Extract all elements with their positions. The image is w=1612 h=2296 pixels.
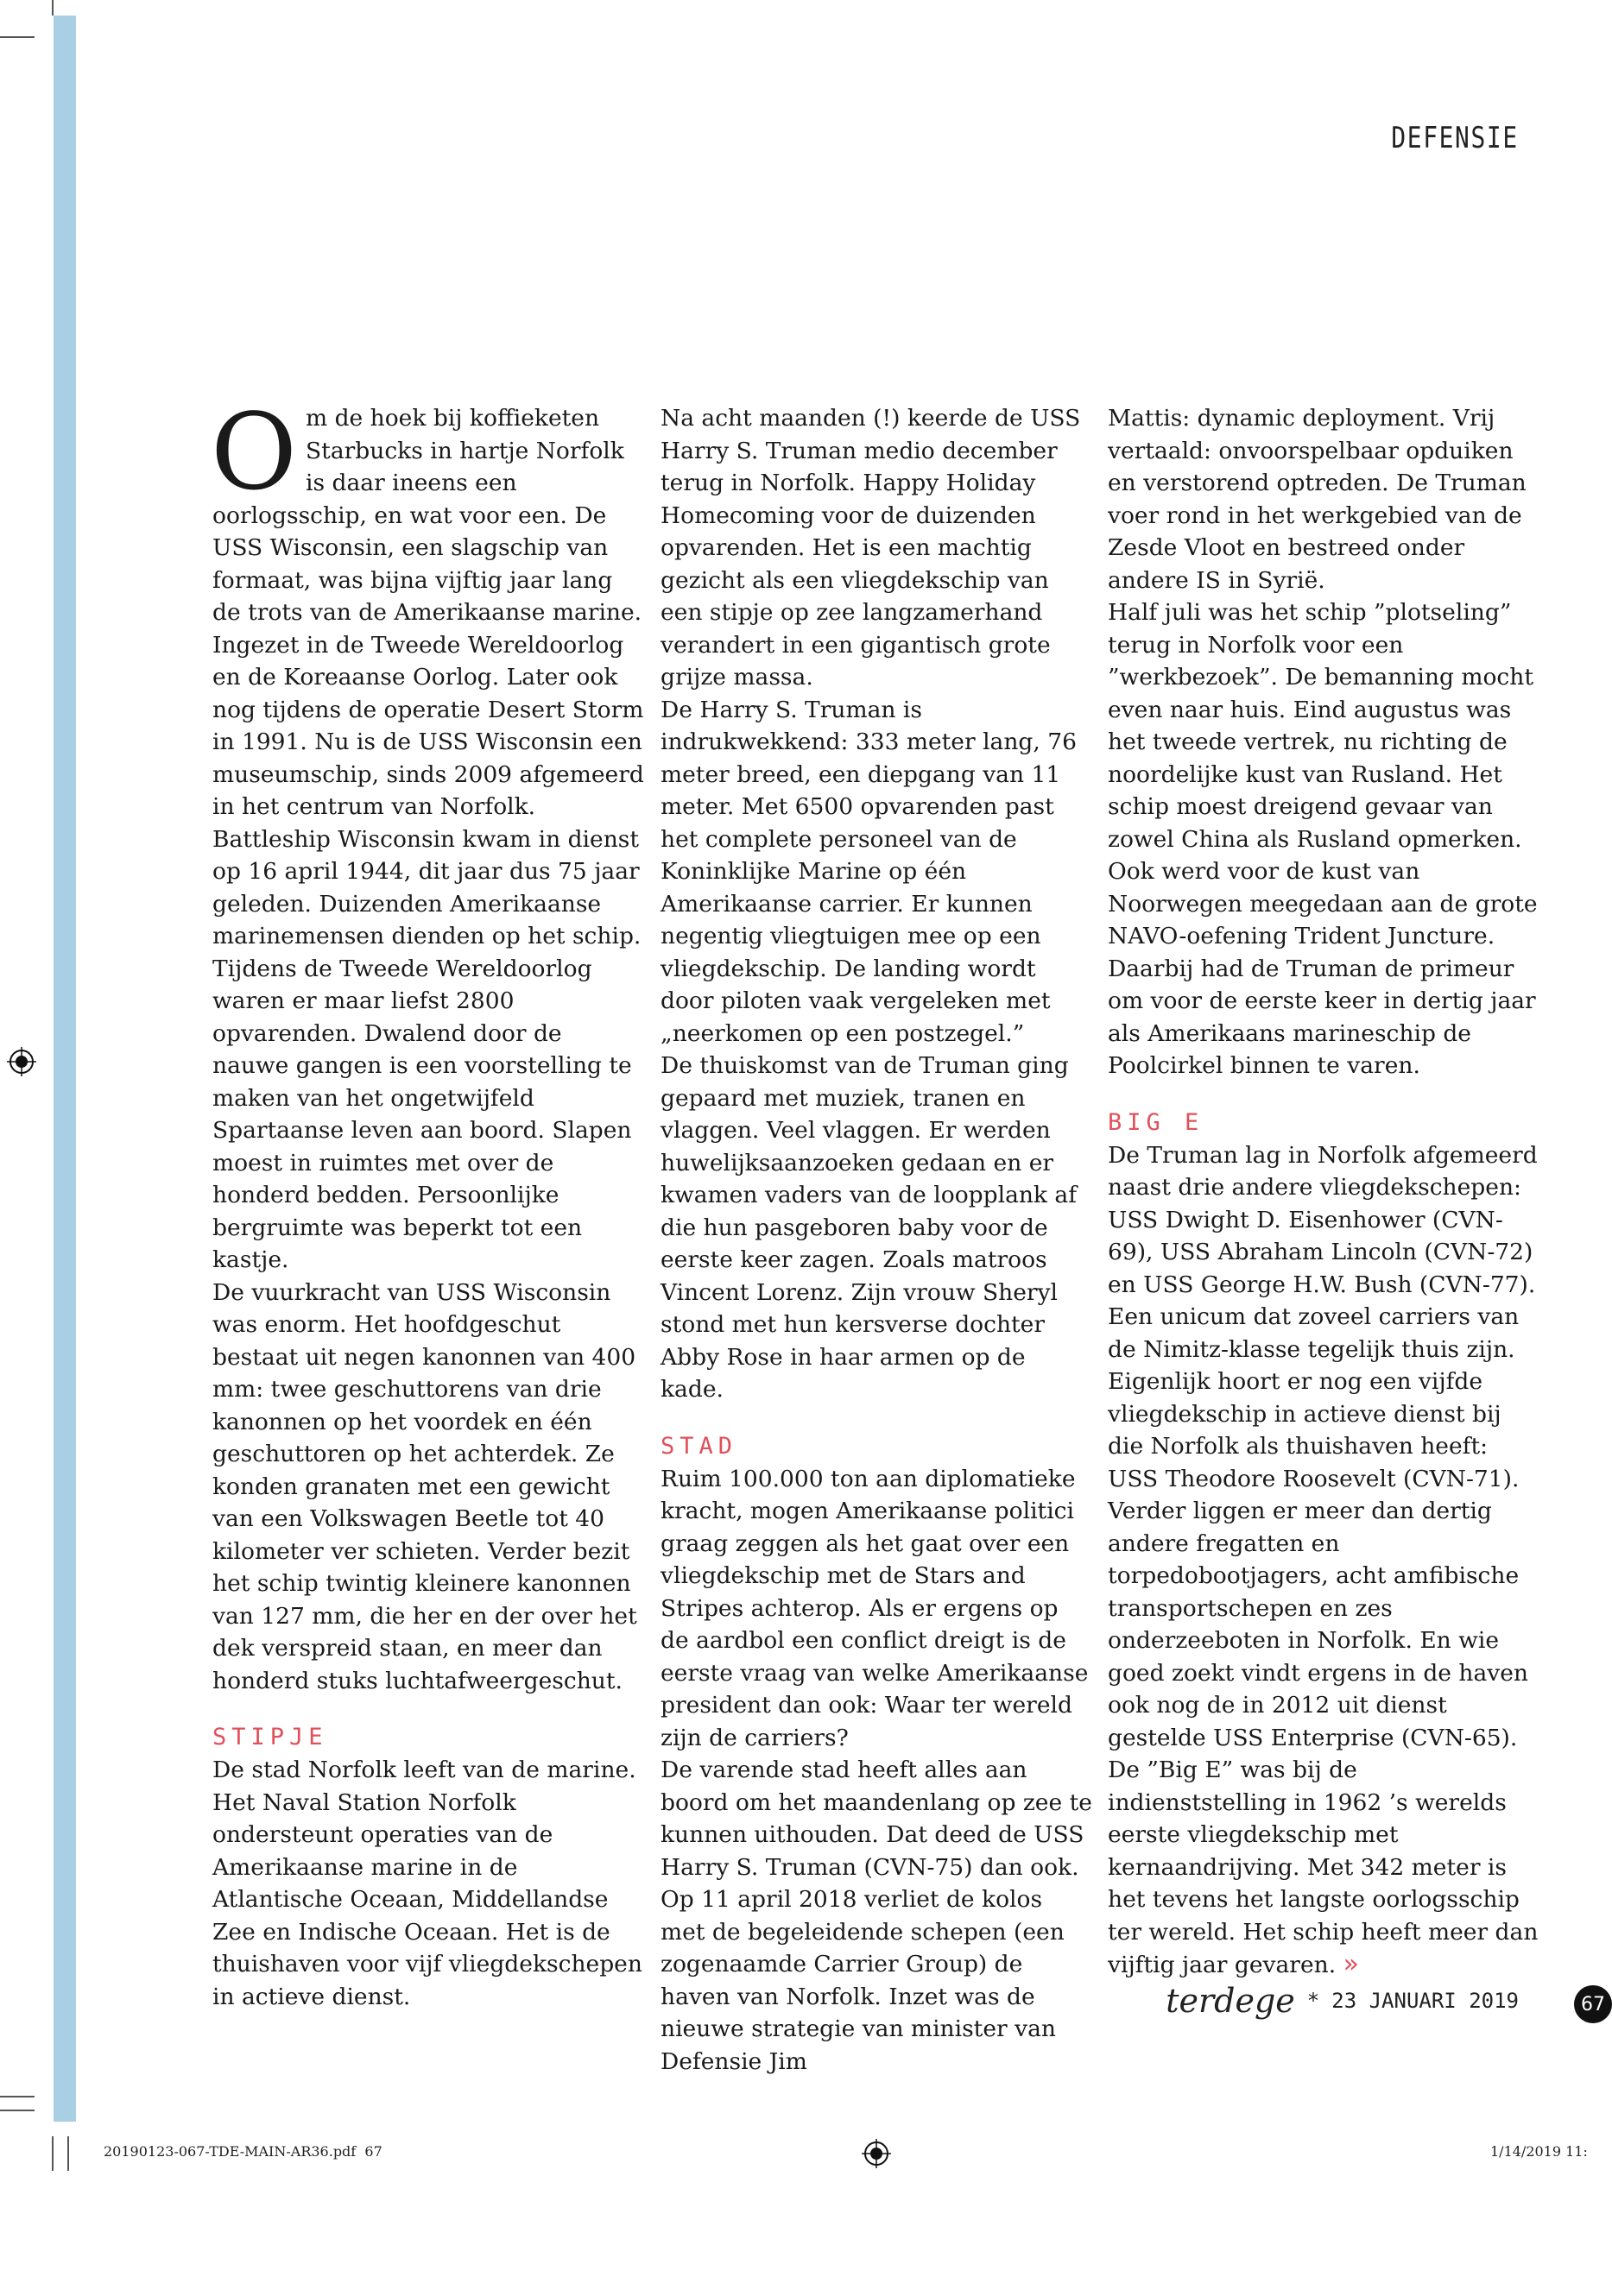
article-paragraph: De Harry S. Truman is indrukwekkend: 333 meter lang, 76 meter breed, een diepgang van 11 meter. Met 6500 opvarenden past het complete personeel van de Koninklijke Marine op één Amerikaanse carrier. Er kunnen negentig vliegtuigen mee op een vliegdekschip. De landing wordt door piloten vaak vergeleken met „neerkomen op een postzegel.” <box>661 696 1077 1047</box>
article-paragraph: De stad Norfolk leeft van de marine. Het Naval Station Norfolk ondersteunt operaties van de Amerikaanse marine in de Atlantische Oceaan, Middellandse Zee en Indische Oceaan. Het is de thuishaven voor vijf vliegdekschepen in actieve dienst. <box>212 1757 642 2010</box>
article-paragraph: Half juli was het schip ”plotseling” terug in Norfolk voor een ”werkbezoek”. De bemanning mocht even naar huis. Eind augustus was het tweede vertrek, nu richting de noordelijke kust van Rusland. Het schip moest dreigend gevaar van zowel China als Rusland opmerken. Ook werd voor de kust van Noorwegen meegedaan aan de grote NAVO-oefening Trident Juncture. Daarbij had de Truman de primeur om voor de eerste keer in dertig jaar als Amerikaans marineschip de Poolcirkel binnen te varen. <box>1108 599 1538 1079</box>
crop-mark <box>67 2136 69 2171</box>
crop-mark <box>52 0 54 16</box>
drop-cap: O <box>211 391 298 514</box>
article-paragraph: Battleship Wisconsin kwam in dienst op 16 april 1944, dit jaar dus 75 jaar geleden. Duizenden Amerikaanse marinemensen dienden op het schip. Tijdens de Tweede Wereldoorlog waren er maar liefst 2800 opvarenden. Dwalend door de nauwe gangen is een voorstelling te maken van het ongetwijfeld Spartaanse leven aan boord. Slapen moest in ruimtes met over de honderd bedden. Persoonlijke bergruimte was beperkt tot een kastje. <box>212 825 642 1273</box>
registration-mark-icon <box>7 1047 36 1076</box>
registration-mark-icon <box>862 2139 891 2168</box>
article-paragraph: De varende stad heeft alles aan boord om het maandenlang op zee te kunnen uithouden. Dat deed de USS Harry S. Truman (CVN-75) dan ook. Op 11 april 2018 verliet de kolos met de begeleidende schepen (een zogenaamde Carrier Group) de haven van Norfolk. Inzet was de nieuwe strategie van minister van Defensie Jim <box>661 1757 1092 2075</box>
print-slug-file: 20190123-067-TDE-MAIN-AR36.pdf 67 <box>104 2143 382 2160</box>
footer-separator: * <box>1306 1989 1320 2013</box>
print-slug-timestamp: 1/14/2019 11: <box>1490 2143 1588 2160</box>
margin-color-bar <box>54 16 76 2122</box>
continue-arrow-icon: » <box>1343 1949 1359 1979</box>
subheading: BIG E <box>1108 1108 1204 1136</box>
article-paragraph: Mattis: dynamic deployment. Vrij vertaald: onvoorspelbaar opduiken en verstorend optreden. De Truman voer rond in het werkgebied van de Zesde Vloot en bestreed onder andere IS in Syrië. <box>1108 405 1527 594</box>
article-paragraph: De thuiskomst van de Truman ging gepaard met muziek, tranen en vlaggen. Veel vlaggen. Er werden huwelijksaanzoeken gedaan en er kwamen vaders van de loopplank af die hun pasgeboren baby voor de eerste keer zagen. Zoals matroos Vincent Lorenz. Zijn vrouw Sheryl stond met hun kersverse dochter Abby Rose in haar armen op de kade. <box>661 1052 1078 1403</box>
article-column-1 <box>211 391 644 2013</box>
page-number: 67 <box>1574 1985 1612 2023</box>
section-label: DEFENSIE <box>1391 121 1519 155</box>
subheading: STAD <box>661 1432 738 1460</box>
article-column-3 <box>1108 402 1539 1982</box>
article-paragraph: Om de hoek bij koffieketen Starbucks in hartje Norfolk is daar ineens een oorlogsschip, en wat voor een. De USS Wisconsin, een slagschip van formaat, was bijna vijftig jaar lang de trots van de Amerikaanse marine. Ingezet in de Tweede Wereldoorlog en de Koreaanse Oorlog. Later ook nog tijdens de operatie Desert Storm in 1991. Nu is de USS Wisconsin een museumschip, sinds 2009 afgemeerd in het centrum van Norfolk. <box>211 391 644 820</box>
crop-mark <box>0 2096 35 2097</box>
crop-mark <box>52 2136 54 2171</box>
issue-date: 23 JANUARI 2019 <box>1331 1989 1519 2013</box>
subheading: STIPJE <box>212 1724 328 1750</box>
magazine-logo: terdege <box>1166 1982 1295 2020</box>
article-paragraph: De Truman lag in Norfolk afgemeerd naast drie andere vliegdekschepen: USS Dwight D. Eisenhower (CVN-69), USS Abraham Lincoln (CVN-72) en USS George H.W. Bush (CVN-77). Een unicum dat zoveel carriers van de Nimitz-klasse tegelijk thuis zijn. Eigenlijk hoort er nog een vijfde vliegdekschip in actieve dienst bij die Norfolk als thuishaven heeft: USS Theodore Roosevelt (CVN-71). <box>1108 1141 1538 1492</box>
article-paragraph: Verder liggen er meer dan dertig andere fregatten en torpedobootjagers, acht amfibische transportschepen en zes onderzeeboten in Norfolk. En wie goed zoekt vindt ergens in de haven ook nog de in 2012 uit dienst gestelde USS Enterprise (CVN-65). De ”Big E” was bij de indienststelling in 1962 ’s werelds eerste vliegdekschip met kernaandrijving. Met 342 meter is het tevens het langste oorlogsschip ter wereld. Het schip heeft meer dan vijftig jaar gevaren. » <box>1108 1498 1539 1979</box>
crop-mark <box>0 36 35 38</box>
article-paragraph: Ruim 100.000 ton aan diplomatieke kracht, mogen Amerikaanse politici graag zeggen als het gaat over een vliegdekschip met de Stars and Stripes achterop. Als er ergens op de aardbol een conflict dreigt is de eerste vraag van welke Amerikaanse president dan ook: Waar ter wereld zijn de carriers? <box>661 1465 1089 1751</box>
crop-mark <box>0 2110 35 2111</box>
page-footer <box>1166 1982 1519 2020</box>
article-paragraph: De vuurkracht van USS Wisconsin was enorm. Het hoofdgeschut bestaat uit negen kanonnen van 400 mm: twee geschuttorens van drie kanonnen op het voordek en één geschuttoren op het achterdek. Ze konden granaten met een gewicht van een Volkswagen Beetle tot 40 kilometer ver schieten. Verder bezit het schip twintig kleinere kanonnen van 127 mm, die her en der over het dek verspreid staan, en meer dan honderd stuks luchtafweergeschut. <box>212 1278 637 1694</box>
article-column-2 <box>661 402 1092 2078</box>
article-paragraph: Na acht maanden (!) keerde de USS Harry S. Truman medio december terug in Norfolk. Happy Holiday Homecoming voor de duizenden opvarenden. Het is een machtig gezicht als een vliegdekschip van een stipje op zee langzamerhand verandert in een gigantisch grote grijze massa. <box>661 405 1081 691</box>
